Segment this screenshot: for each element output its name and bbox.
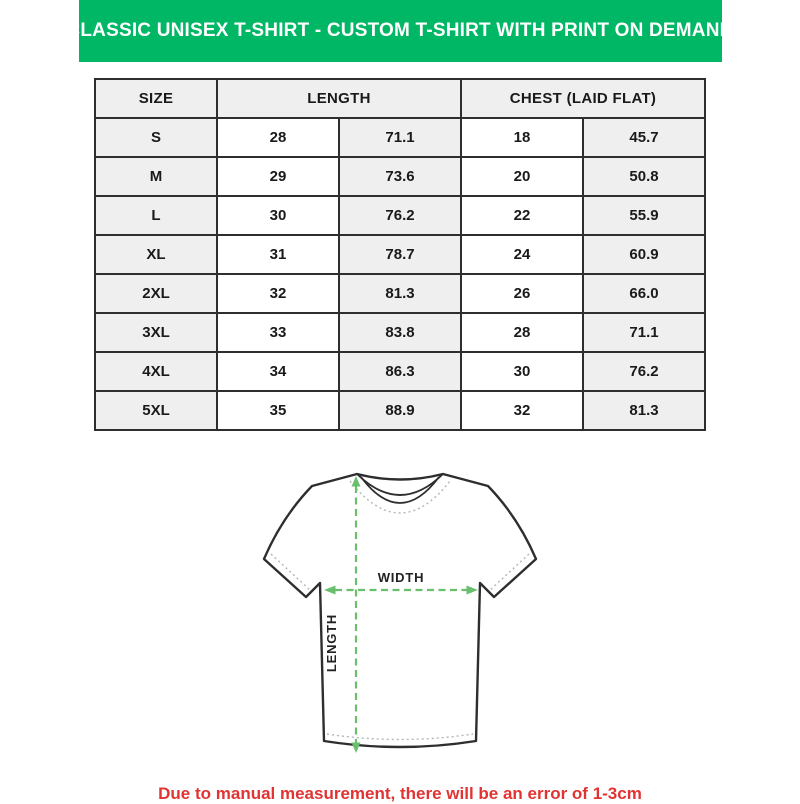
size-cell: M xyxy=(95,157,217,196)
length-cm-cell: 83.8 xyxy=(339,313,461,352)
table-header-row xyxy=(95,79,705,118)
length-in-cell: 29 xyxy=(217,157,339,196)
tshirt-measurement-diagram xyxy=(260,465,540,770)
table-row xyxy=(95,391,705,430)
col-header-length: LENGTH xyxy=(217,79,461,118)
size-cell: L xyxy=(95,196,217,235)
table-row xyxy=(95,235,705,274)
tshirt-outline xyxy=(264,474,536,747)
length-cm-cell: 78.7 xyxy=(339,235,461,274)
length-cm-cell: 81.3 xyxy=(339,274,461,313)
width-label: WIDTH xyxy=(377,570,425,585)
table-row xyxy=(95,313,705,352)
length-in-cell: 35 xyxy=(217,391,339,430)
size-cell: 5XL xyxy=(95,391,217,430)
table-row xyxy=(95,274,705,313)
length-label: LENGTH xyxy=(324,613,339,673)
chest-cm-cell: 60.9 xyxy=(583,235,705,274)
length-in-cell: 31 xyxy=(217,235,339,274)
length-in-cell: 32 xyxy=(217,274,339,313)
chest-in-cell: 22 xyxy=(461,196,583,235)
chest-cm-cell: 55.9 xyxy=(583,196,705,235)
chest-cm-cell: 71.1 xyxy=(583,313,705,352)
length-cm-cell: 76.2 xyxy=(339,196,461,235)
length-cm-cell: 73.6 xyxy=(339,157,461,196)
page-title: CLASSIC UNISEX T-SHIRT - CUSTOM T-SHIRT WITH PRINT ON DEMAND xyxy=(66,20,734,41)
size-cell: XL xyxy=(95,235,217,274)
table-row xyxy=(95,352,705,391)
chest-in-cell: 26 xyxy=(461,274,583,313)
chest-in-cell: 32 xyxy=(461,391,583,430)
length-cm-cell: 86.3 xyxy=(339,352,461,391)
chest-in-cell: 30 xyxy=(461,352,583,391)
chest-in-cell: 18 xyxy=(461,118,583,157)
table-row xyxy=(95,157,705,196)
size-cell: 4XL xyxy=(95,352,217,391)
chest-in-cell: 20 xyxy=(461,157,583,196)
table-row xyxy=(95,196,705,235)
length-cm-cell: 88.9 xyxy=(339,391,461,430)
chest-in-cell: 24 xyxy=(461,235,583,274)
length-cm-cell: 71.1 xyxy=(339,118,461,157)
size-chart-table xyxy=(94,78,706,431)
length-in-cell: 28 xyxy=(217,118,339,157)
chest-cm-cell: 76.2 xyxy=(583,352,705,391)
length-in-cell: 30 xyxy=(217,196,339,235)
chest-in-cell: 28 xyxy=(461,313,583,352)
title-banner xyxy=(66,0,734,62)
size-cell: S xyxy=(95,118,217,157)
measurement-error-note: Due to manual measurement, there will be an error of 1-3cm xyxy=(158,784,642,803)
chest-cm-cell: 66.0 xyxy=(583,274,705,313)
size-cell: 2XL xyxy=(95,274,217,313)
chest-cm-cell: 45.7 xyxy=(583,118,705,157)
col-header-size: SIZE xyxy=(95,79,217,118)
length-in-cell: 34 xyxy=(217,352,339,391)
chest-cm-cell: 50.8 xyxy=(583,157,705,196)
length-in-cell: 33 xyxy=(217,313,339,352)
chest-cm-cell: 81.3 xyxy=(583,391,705,430)
table-row xyxy=(95,118,705,157)
col-header-chest: CHEST (LAID FLAT) xyxy=(461,79,705,118)
tshirt-diagram-svg xyxy=(260,465,540,765)
size-cell: 3XL xyxy=(95,313,217,352)
